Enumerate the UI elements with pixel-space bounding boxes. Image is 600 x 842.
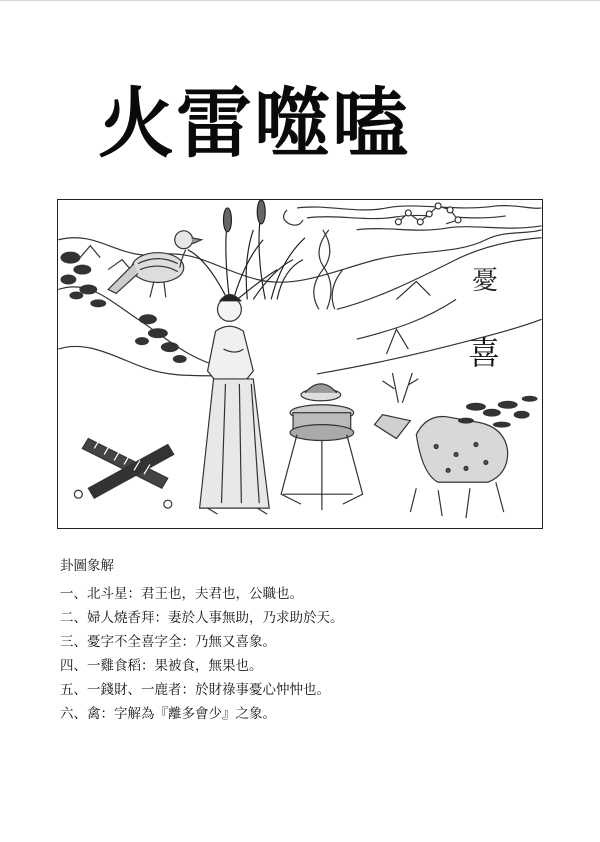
right-foliage: [458, 396, 538, 428]
interpretation-list: [60, 582, 560, 726]
deer: [375, 373, 508, 518]
top-rule: [0, 0, 600, 1]
list-item: 一、北斗星：君王也，夫君也，公職也。: [60, 586, 303, 602]
character-you-incomplete: 憂: [472, 266, 499, 296]
page-title: 火雷噬嗑: [98, 79, 410, 168]
woman: [200, 294, 270, 514]
hexagram-illustration: [57, 199, 543, 529]
bird: [108, 231, 201, 298]
incense-burner: [281, 230, 363, 510]
coins: [74, 439, 173, 509]
character-xi: 喜: [468, 334, 501, 372]
list-item: 四、一雞食稻：果被食，無果也。: [60, 658, 263, 674]
list-item: 六、禽：字解為『離多會少』之象。: [60, 706, 276, 722]
interpretation-heading: 卦圖象解: [60, 558, 114, 574]
list-item: 二、婦人燒香拜：妻於人事無助，乃求助於天。: [60, 610, 344, 626]
interpretation-section: [60, 556, 560, 726]
grain-plants: [188, 200, 305, 299]
list-item: 五、一錢財、一鹿者：於財祿事憂心忡忡也。: [60, 682, 330, 698]
list-item: 三、憂字不全喜字全：乃無又喜象。: [60, 634, 276, 650]
